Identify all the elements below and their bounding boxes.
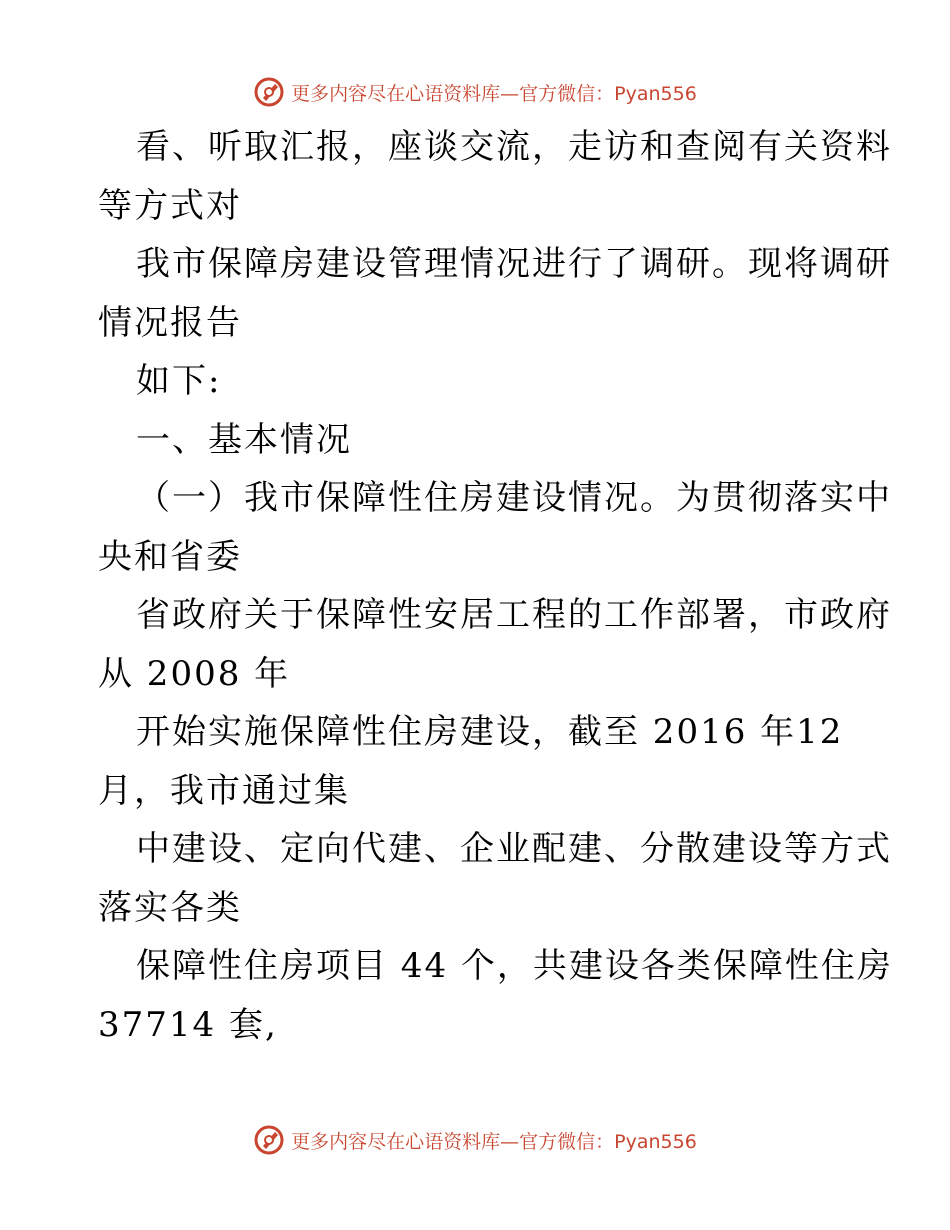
paragraph-line: 保障性住房项目 44 个，共建设各类保障性住房 (136, 946, 893, 986)
paragraph-line: 看、听取汇报，座谈交流，走访和查阅有关资料 (136, 127, 892, 167)
paragraph-line: 省政府关于保障性安居工程的工作部署，市政府 (136, 595, 892, 635)
paragraph-line: （一）我市保障性住房建设情况。为贯彻落实中 (136, 478, 892, 518)
header-banner (0, 72, 950, 112)
paragraph-line: 等方式对 (98, 185, 242, 226)
paragraph-line: 开始实施保障性住房建设，截至 2016 年12 (136, 712, 844, 752)
banner-text (291, 79, 697, 106)
paragraph-line: 如下: (136, 361, 222, 401)
paragraph-line: 37714 套, (98, 1004, 278, 1045)
banner-title: 更多内容尽在心语资料库 (291, 1130, 501, 1153)
logo-icon (253, 1124, 285, 1156)
paragraph-line: 落实各类 (98, 887, 242, 928)
paragraph-line: 我市保障房建设管理情况进行了调研。现将调研 (136, 244, 892, 284)
banner-text (291, 1127, 697, 1154)
paragraph-line: 月，我市通过集 (98, 770, 350, 811)
paragraph-line: 一、基本情况 (136, 419, 352, 460)
banner-wechat: 官方微信：Pyan556 (519, 1130, 697, 1153)
banner-dash: — (500, 82, 520, 105)
paragraph-line: 从 2008 年 (98, 653, 291, 694)
document-body (98, 118, 893, 1054)
footer-banner (0, 1120, 950, 1160)
paragraph-line: 中建设、定向代建、企业配建、分散建设等方式 (136, 829, 892, 869)
banner-dash: — (500, 1130, 520, 1153)
logo-icon (253, 76, 285, 108)
paragraph-line: 情况报告 (98, 302, 242, 343)
banner-title: 更多内容尽在心语资料库 (291, 82, 501, 105)
banner-wechat: 官方微信：Pyan556 (519, 82, 697, 105)
paragraph-line: 央和省委 (98, 536, 242, 577)
